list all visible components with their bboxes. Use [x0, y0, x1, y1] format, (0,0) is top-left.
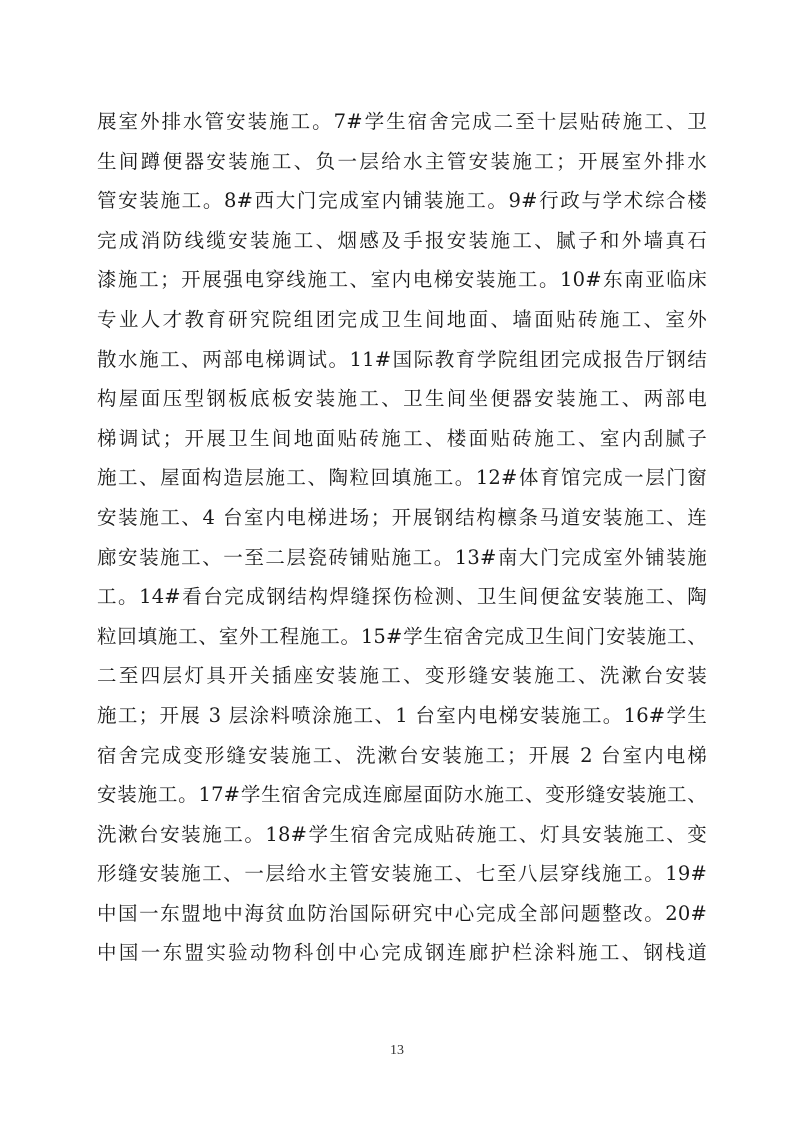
page-number: 13 [390, 1043, 404, 1058]
body-paragraph [97, 102, 707, 973]
text-line: 安装施工。17#学生宿舍完成连廊屋面防水施工、变形缝安装施工、 [97, 783, 707, 807]
text-line: 漆施工；开展强电穿线施工、室内电梯安装施工。10#东南亚临床 [97, 268, 707, 292]
text-line: 管安装施工。8#西大门完成室内铺装施工。9#行政与学术综合楼 [97, 189, 707, 213]
text-line: 形缝安装施工、一层给水主管安装施工、七至八层穿线施工。19# [97, 862, 707, 886]
text-line: 展室外排水管安装施工。7#学生宿舍完成二至十层贴砖施工、卫 [97, 110, 707, 133]
text-line: 二至四层灯具开关插座安装施工、变形缝安装施工、洗漱台安装 [97, 664, 707, 688]
text-line: 廊安装施工、一至二层瓷砖铺贴施工。13#南大门完成室外铺装施 [97, 545, 707, 569]
text-line: 完成消防线缆安装施工、烟感及手报安装施工、腻子和外墙真石 [97, 228, 707, 252]
text-line: 构屋面压型钢板底板安装施工、卫生间坐便器安装施工、两部电 [97, 387, 707, 411]
text-line: 洗漱台安装施工。18#学生宿舍完成贴砖施工、灯具安装施工、变 [97, 822, 707, 846]
text-line: 生间蹲便器安装施工、负一层给水主管安装施工；开展室外排水 [97, 149, 707, 173]
text-line: 中国一东盟实验动物科创中心完成钢连廊护栏涂料施工、钢栈道 [97, 941, 707, 965]
text-line: 施工、屋面构造层施工、陶粒回填施工。12#体育馆完成一层门窗 [97, 466, 707, 490]
text-line: 宿舍完成变形缝安装施工、洗漱台安装施工；开展 2 台室内电梯 [97, 743, 707, 767]
text-line: 施工；开展 3 层涂料喷涂施工、1 台室内电梯安装施工。16#学生 [97, 703, 707, 727]
text-line: 粒回填施工、室外工程施工。15#学生宿舍完成卫生间门安装施工、 [97, 624, 707, 648]
text-line: 工。14#看台完成钢结构焊缝探伤检测、卫生间便盆安装施工、陶 [97, 585, 707, 609]
text-line: 安装施工、4 台室内电梯进场；开展钢结构檩条马道安装施工、连 [97, 505, 707, 529]
text-line: 专业人才教育研究院组团完成卫生间地面、墙面贴砖施工、室外 [97, 307, 707, 331]
text-line: 中国一东盟地中海贫血防治国际研究中心完成全部问题整改。20# [97, 901, 707, 925]
text-line: 梯调试；开展卫生间地面贴砖施工、楼面贴砖施工、室内刮腻子 [97, 426, 707, 450]
text-line: 散水施工、两部电梯调试。11#国际教育学院组团完成报告厅钢结 [97, 347, 707, 371]
